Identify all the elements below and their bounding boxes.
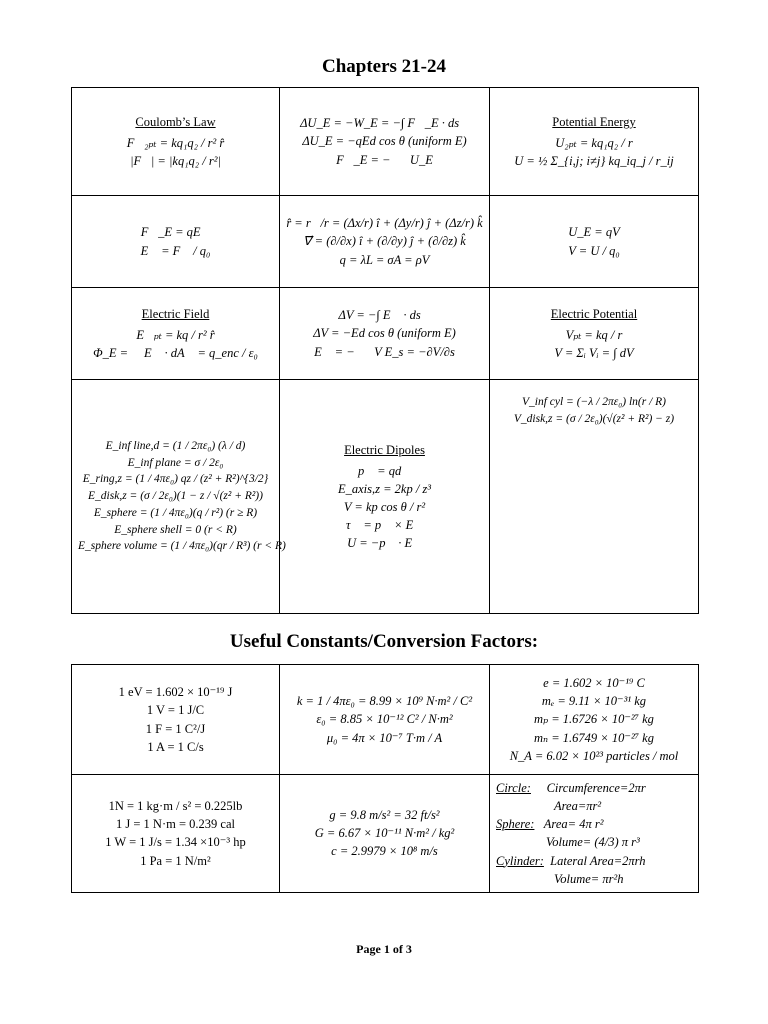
formula-line: 1 W = 1 J/s = 1.34 ×10⁻³ hp: [105, 835, 246, 850]
formula-line: V = kp cos θ / r²: [343, 500, 426, 514]
formula-line: E_sphere volume = (1 / 4πε₀)(qr / R³) (r < R): [78, 540, 286, 553]
table-cell-field-distributions: [72, 380, 286, 614]
page-number-mid: of: [389, 942, 406, 956]
formula-line: Vₚₜ = kq / r: [565, 327, 623, 342]
formula-line: F⃗_E = −∇⃗U_E: [336, 152, 433, 167]
formula-line: E_inf plane = σ / 2ε₀: [127, 456, 224, 469]
cylinder-line: [496, 852, 692, 870]
table-row: [72, 775, 699, 893]
formula-line: F⃗_E = qE⃗: [140, 225, 211, 240]
formula-line: k = 1 / 4πε₀ = 8.99 × 10⁹ N·m² / C²: [296, 694, 473, 709]
constants-title: Useful Constants/Conversion Factors:: [229, 631, 539, 652]
formula-line: 1 F = 1 C²/J: [145, 721, 206, 736]
formula-line: ΔU_E = −qEd cos θ (uniform E): [302, 134, 467, 149]
section-heading: Potential Energy: [552, 114, 636, 129]
formula-table-chapters: [71, 87, 699, 614]
formula-line: U₂ₚₜ = kq₁q₂ / r: [555, 135, 633, 150]
table-row: [72, 380, 699, 614]
formula-line: E_inf line,d = (1 / 2πε₀) (λ / d): [105, 440, 246, 453]
table-cell-potential-difference: [280, 288, 490, 380]
table-cell-physical-constants: [280, 775, 490, 893]
section-heading: Electric Potential: [550, 306, 638, 321]
cylinder-volume: Volume= πr²h: [554, 871, 624, 886]
formula-line: 1 J = 1 N·m = 0.239 cal: [116, 817, 235, 832]
table-cell-potential-distributions: [490, 380, 699, 614]
formula-line: ΔV = −∫ E⃗ · ds⃗: [338, 308, 431, 323]
formula-line: mₚ = 1.6726 × 10⁻²⁷ kg: [534, 712, 654, 727]
table-row: [72, 665, 699, 775]
table-row: [72, 196, 699, 288]
formula-line: |F⃗| = |kq₁q₂ / r²|: [130, 154, 221, 169]
circle-circumference: Circumference=2πr: [546, 781, 646, 795]
table-cell-coulombs-law: [72, 88, 280, 196]
sphere-label: Sphere:: [496, 817, 535, 832]
formula-line: N_A = 6.02 × 10²³ particles / mol: [509, 748, 679, 763]
formula-line: e = 1.602 × 10⁻¹⁹ C: [543, 676, 645, 691]
formula-line: E⃗ₚₜ = kq / r² r̂: [136, 327, 215, 342]
formula-line: 1 Pa = 1 N/m²: [140, 853, 211, 868]
formula-line: ΔU_E = −W_E = −∫ F⃗_E · ds⃗: [300, 116, 469, 131]
formula-line: U_E = qV: [568, 225, 620, 240]
formula-line: p⃗ = qd⃗: [358, 463, 411, 478]
formula-line: Φ_E = ∮ E⃗ · dA⃗ = q_enc / ε₀: [93, 346, 258, 361]
table-cell-potential: [490, 196, 699, 288]
formula-line: U = ½ Σ_{i,j; i≠j} kq_iq_j / r_ij: [514, 154, 674, 169]
table-row: [72, 288, 699, 380]
table-cell-em-constants: [280, 665, 490, 775]
table-cell-potential-energy-change: [280, 88, 490, 196]
formula-line: 1 A = 1 C/s: [147, 739, 204, 754]
formula-line: G = 6.67 × 10⁻¹¹ N·m² / kg²: [314, 826, 455, 841]
formula-line: E_disk,z = (σ / 2ε₀)(1 − z / √(z² + R²)): [88, 490, 263, 503]
sphere-volume: Volume= (4/3) π r³: [546, 835, 640, 850]
table-cell-particle-constants: [490, 665, 699, 775]
section-heading: Electric Dipoles: [344, 442, 425, 457]
page-number-current: 1: [383, 942, 390, 956]
formula-line: g = 9.8 m/s² = 32 ft/s²: [329, 808, 440, 823]
table-cell-electric-field: [72, 288, 280, 380]
table-cell-unit-conversions: [72, 665, 280, 775]
page-title: Chapters 21-24: [321, 56, 447, 77]
formula-line: 1 V = 1 J/C: [146, 703, 205, 718]
formula-line: mₙ = 1.6749 × 10⁻²⁷ kg: [534, 730, 654, 745]
formula-line: 1N = 1 kg·m / s² = 0.225lb: [108, 799, 243, 814]
page-number-total: 3: [405, 942, 412, 956]
formula-line: E_sphere = (1 / 4πε₀)(q / r²) (r ≥ R): [93, 506, 258, 519]
table-cell-force-field: [72, 196, 280, 288]
formula-line: V_inf cyl = (−λ / 2πε₀) ln(r / R): [521, 396, 666, 408]
formula-line: E_sphere shell = 0 (r < R): [114, 523, 237, 536]
section-heading: Electric Field: [141, 306, 210, 321]
formula-line: ε₀ = 8.85 × 10⁻¹² C² / N·m²: [316, 712, 453, 727]
formula-line: F⃗₂ₚₜ = kq₁q₂ / r² r̂: [126, 135, 225, 150]
formula-line: ΔV = −Ed cos θ (uniform E): [313, 326, 456, 341]
formula-line: V = Σᵢ Vᵢ = ∫ dV: [554, 346, 634, 361]
table-cell-electric-potential: [490, 288, 699, 380]
formula-line: mₑ = 9.11 × 10⁻³¹ kg: [541, 694, 647, 709]
sphere-area: Area= 4π r²: [543, 817, 604, 832]
formula-line: ∇⃗ = (∂/∂x) î + (∂/∂y) ĵ + (∂/∂z) k̂: [303, 234, 466, 249]
formula-line: q = λL = σA = ρV: [339, 252, 430, 267]
circle-area: Area=πr²: [554, 799, 602, 814]
sphere-line: [496, 815, 692, 833]
formula-line: 1 eV = 1.602 × 10⁻¹⁹ J: [118, 685, 233, 700]
table-cell-mechanical-conversions: [72, 775, 280, 893]
formula-line: E⃗ = −∇⃗V E_s = −∂V/∂s: [314, 344, 455, 359]
page-number: [0, 942, 768, 957]
section-heading: Coulomb’s Law: [135, 114, 216, 129]
cylinder-lateral-area: Lateral Area=2πrh: [550, 853, 646, 868]
formula-line: V = U / q₀: [568, 243, 620, 258]
formula-line: V_disk,z = (σ / 2ε₀)(√(z² + R²) − z): [513, 412, 675, 425]
formula-line: U = −p⃗ · E⃗: [347, 536, 422, 551]
constants-table: [71, 664, 699, 893]
table-cell-vectors: [280, 196, 490, 288]
circle-label: Circle:: [496, 781, 531, 795]
page-number-prefix: Page: [356, 942, 384, 956]
formula-line: E_axis,z = 2kp / z³: [337, 481, 432, 496]
table-row: [72, 88, 699, 196]
table-cell-potential-energy: [490, 88, 699, 196]
formula-line: τ⃗ = p⃗ × E⃗: [346, 518, 423, 533]
formula-line: E_ring,z = (1 / 4πε₀) qz / (z² + R²)^{3/2}: [82, 473, 269, 486]
formula-line: E⃗ = F⃗ / q₀: [140, 243, 211, 258]
table-cell-electric-dipoles: [280, 380, 490, 614]
cylinder-label: Cylinder:: [496, 853, 544, 868]
table-cell-geometry: [490, 775, 699, 893]
formula-line: c = 2.9979 × 10⁸ m/s: [331, 844, 438, 859]
formula-line: μ₀ = 4π × 10⁻⁷ T·m / A: [326, 730, 443, 745]
circle-line: [496, 779, 692, 797]
formula-line: r̂ = r⃗/r = (Δx/r) î + (Δy/r) ĵ + (Δz/r) k̂: [286, 216, 483, 231]
